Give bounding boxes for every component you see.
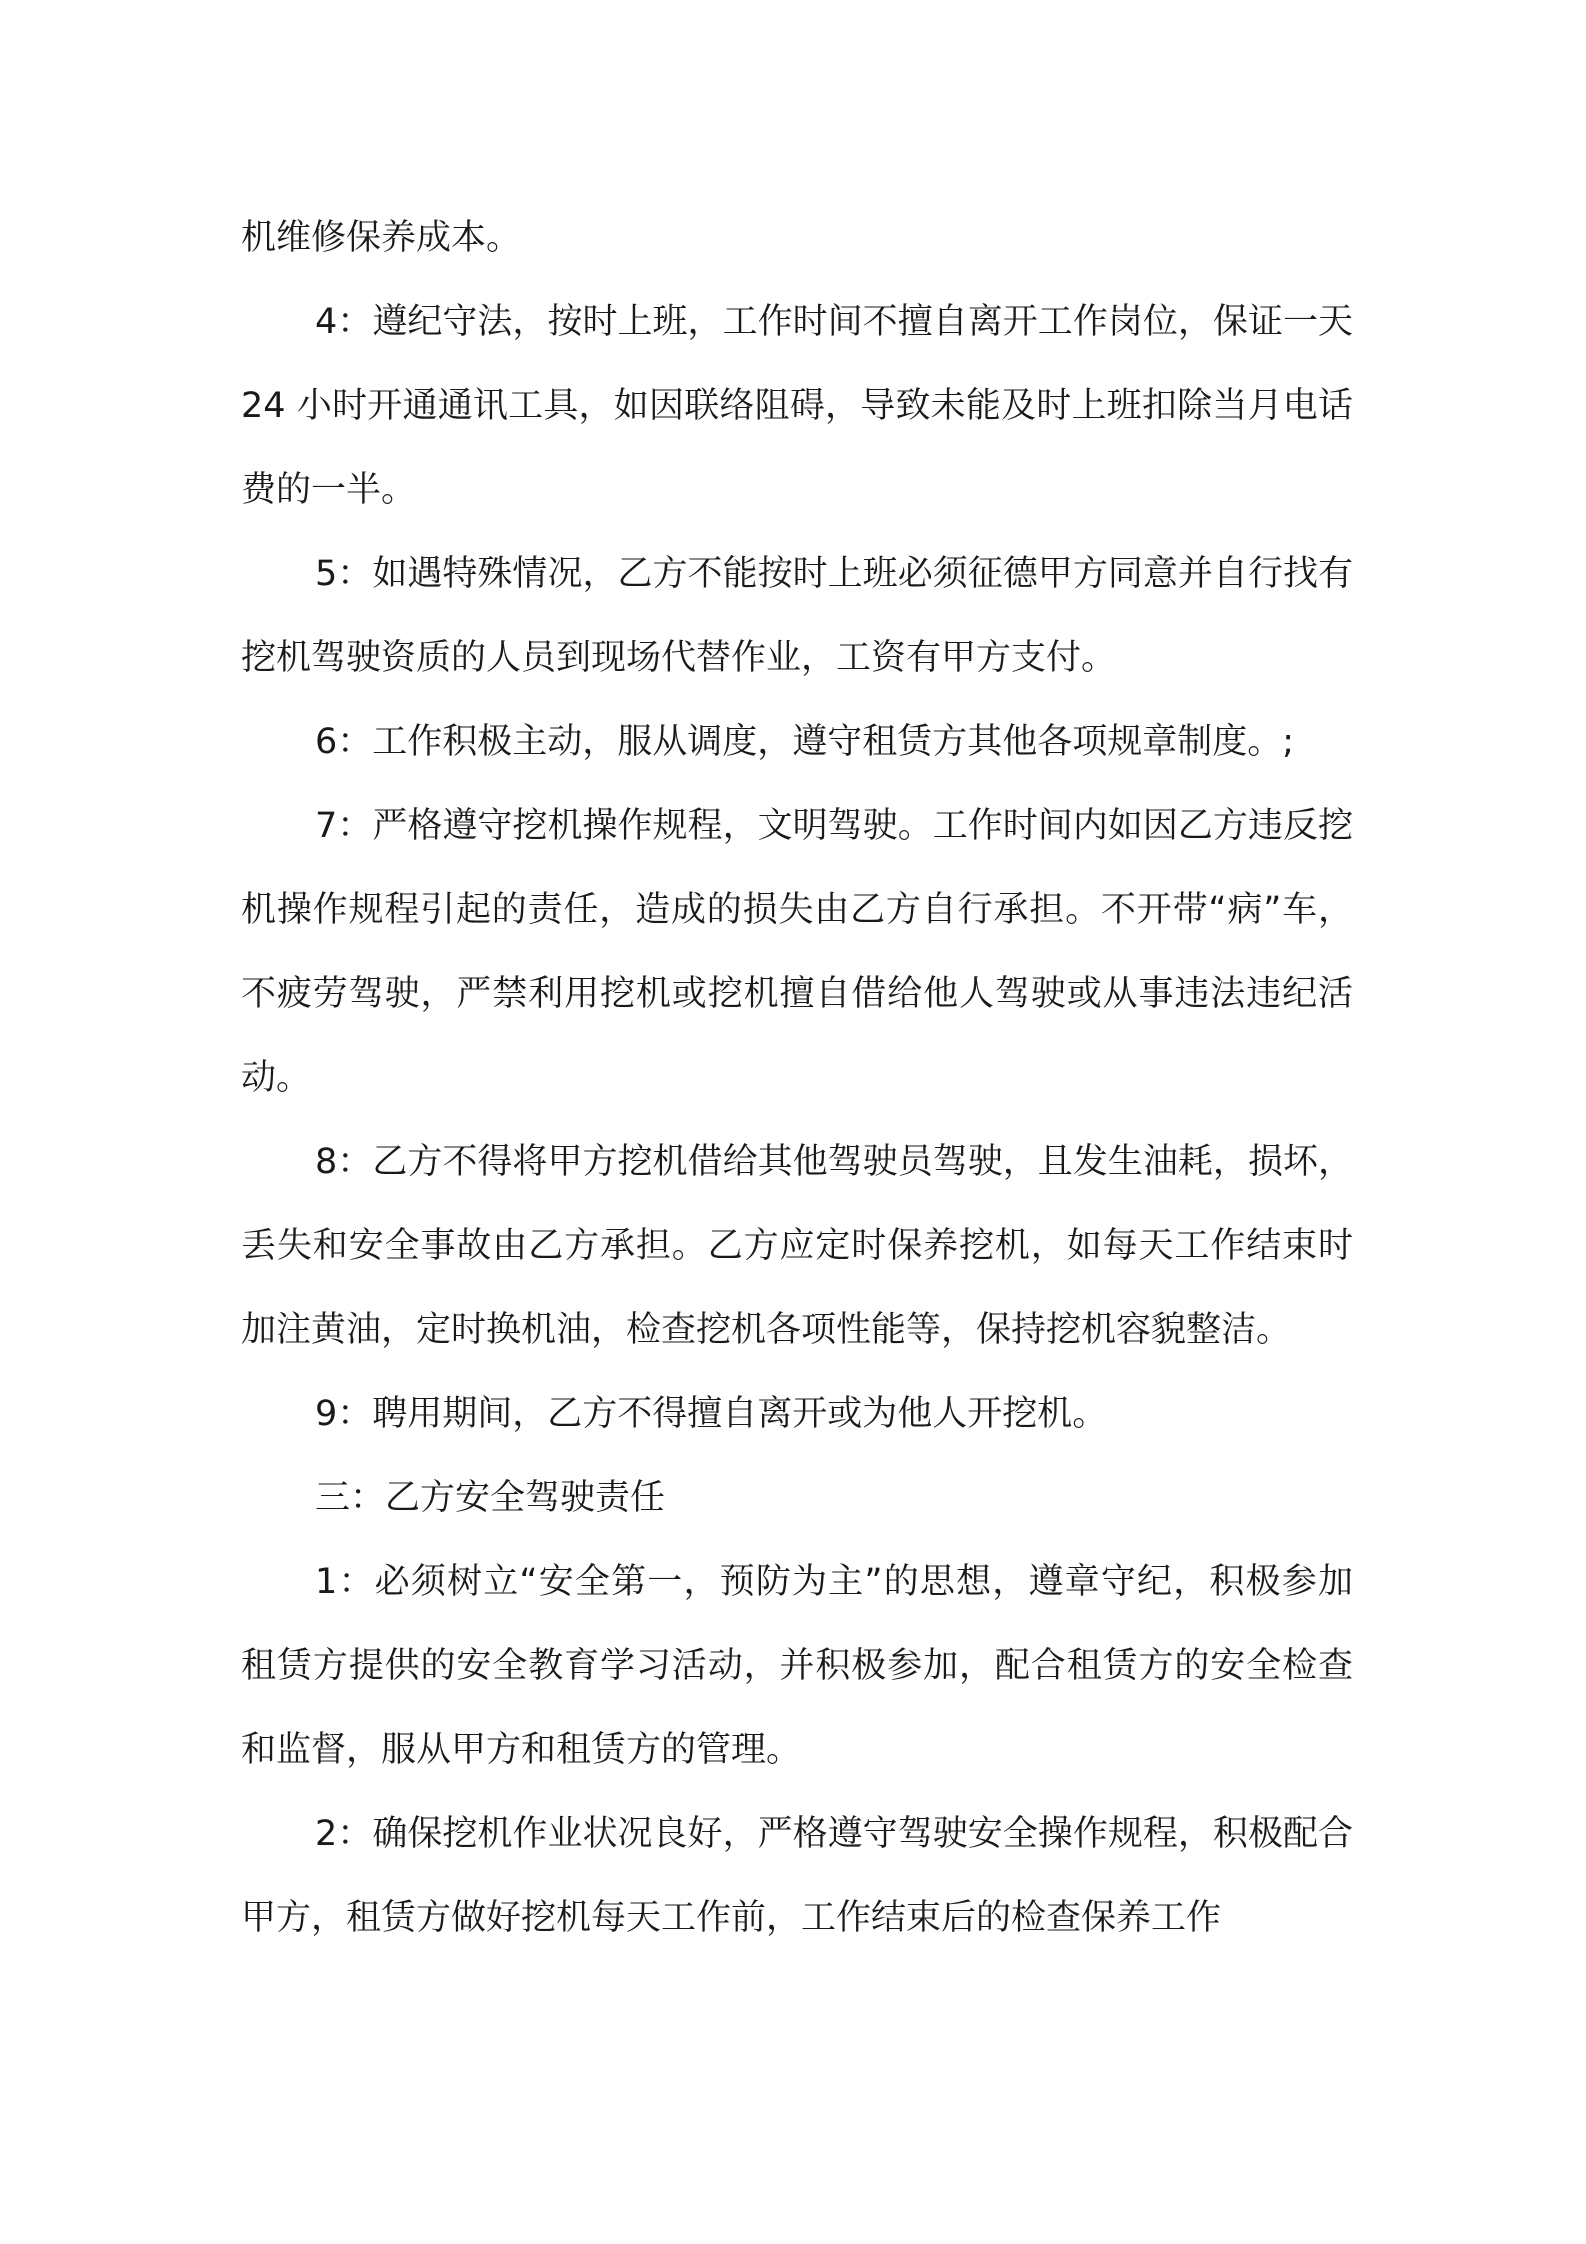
paragraph-item-5: 5：如遇特殊情况，乙方不能按时上班必须征德甲方同意并自行找有挖机驾驶资质的人员到现场代替作业，工资有甲方支付。 bbox=[241, 554, 1353, 678]
paragraph-item-8: 8：乙方不得将甲方挖机借给其他驾驶员驾驶，且发生油耗，损坏，丢失和安全事故由乙方承担。乙方应定时保养挖机，如每天工作结束时加注黄油，定时换机油，检查挖机各项性能等，保持挖机容貌整洁。 bbox=[241, 1142, 1353, 1350]
paragraph-item-7: 7：严格遵守挖机操作规程，文明驾驶。工作时间内如因乙方违反挖机操作规程引起的责任，造成的损失由乙方自行承担。不开带“病”车，不疲劳驾驶，严禁利用挖机或挖机擅自借给他人驾驶或从事违法违纪活动。 bbox=[241, 806, 1353, 1098]
paragraph-item-9: 9：聘用期间，乙方不得擅自离开或为他人开挖机。 bbox=[315, 1394, 1108, 1434]
paragraph-item-6: 6：工作积极主动，服从调度，遵守租赁方其他各项规章制度。; bbox=[315, 722, 1295, 762]
section-heading-3: 三：乙方安全驾驶责任 bbox=[315, 1478, 666, 1518]
document-body bbox=[241, 196, 1353, 1960]
paragraph-continuation: 机维修保养成本。 bbox=[241, 218, 522, 258]
paragraph-item-4: 4：遵纪守法，按时上班，工作时间不擅自离开工作岗位，保证一天 24 小时开通通讯工具，如因联络阻碍，导致未能及时上班扣除当月电话费的一半。 bbox=[241, 302, 1353, 510]
paragraph-section3-item-1: 1：必须树立“安全第一，预防为主”的思想，遵章守纪，积极参加租赁方提供的安全教育学习活动，并积极参加，配合租赁方的安全检查和监督，服从甲方和租赁方的管理。 bbox=[241, 1562, 1353, 1770]
paragraph-section3-item-2: 2：确保挖机作业状况良好，严格遵守驾驶安全操作规程，积极配合甲方，租赁方做好挖机每天工作前，工作结束后的检查保养工作 bbox=[241, 1814, 1353, 1938]
